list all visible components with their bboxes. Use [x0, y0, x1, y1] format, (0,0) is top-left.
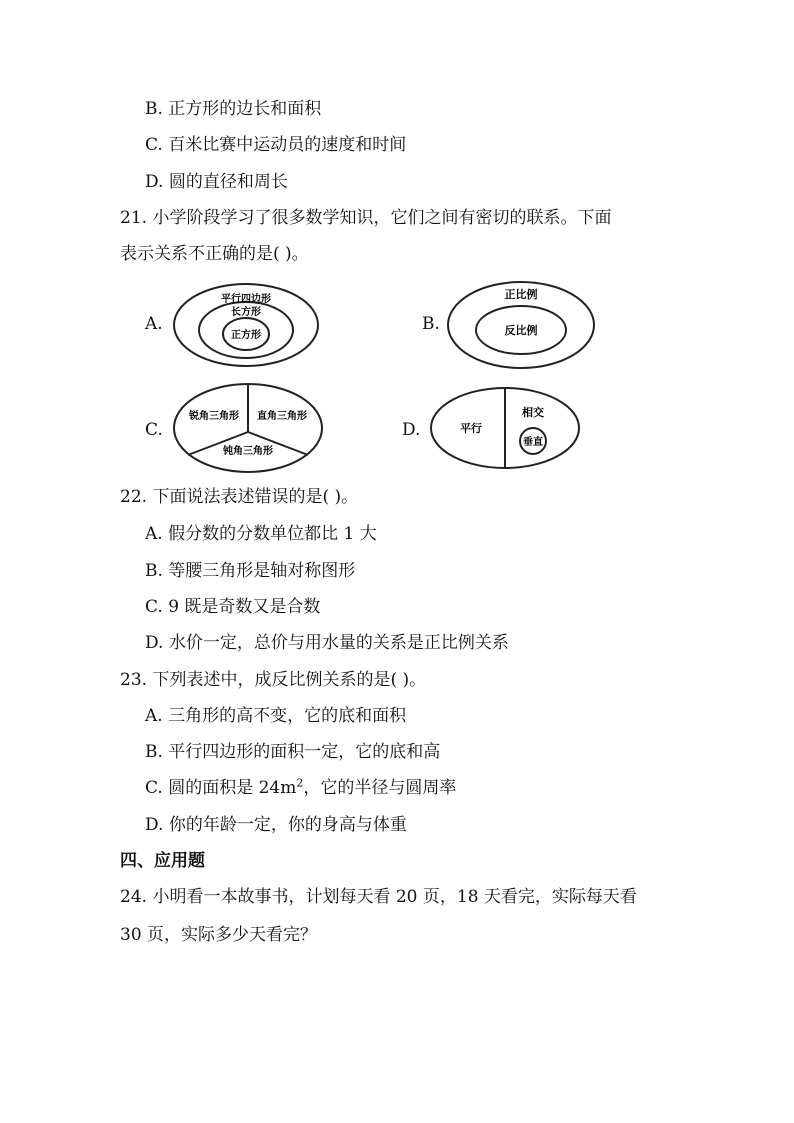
- q23-option-b: B. 平行四边形的面积一定，它的底和高: [145, 742, 441, 762]
- q22-option-b: B. 等腰三角形是轴对称图形: [145, 561, 356, 581]
- q21-c-right-text: 直角三角形: [257, 411, 307, 422]
- q23-option-d: D. 你的年龄一定，你的身高与体重: [145, 815, 407, 835]
- q21-diagram-d: [429, 386, 581, 470]
- q20-option-d: D. 圆的直径和周长: [145, 172, 288, 192]
- q20-option-c: C. 百米比赛中运动员的速度和时间: [145, 135, 407, 155]
- q21-a-label: A.: [145, 314, 163, 334]
- q21-d-label: D.: [402, 420, 421, 440]
- q21-b-label: B.: [422, 314, 440, 334]
- q21-stem-line1: 21. 小学阶段学习了很多数学知识，它们之间有密切的联系。下面: [120, 208, 612, 228]
- q24-line2: 30 页，实际多少天看完？: [120, 925, 318, 945]
- q21-d-left-text: 平行: [460, 422, 482, 435]
- q23-option-c-sup: 2: [296, 776, 304, 790]
- q21-a-middle-text: 长方形: [231, 307, 261, 318]
- q23-option-c-post: ，它的半径与圆周率: [303, 778, 457, 798]
- section-4-title: 四、应用题: [120, 851, 205, 871]
- q21-c-left-text: 锐角三角形: [189, 411, 239, 422]
- q21-d-right-inner-text: 垂直: [523, 437, 543, 448]
- q23-stem: 23. 下列表述中，成反比例关系的是( )。: [120, 670, 427, 690]
- q21-a-inner-text: 正方形: [231, 330, 261, 341]
- q21-stem-line2: 表示关系不正确的是( )。: [120, 244, 309, 264]
- q23-option-c-pre: C. 圆的面积是 24m: [145, 778, 297, 798]
- q22-option-c: C. 9 既是奇数又是合数: [145, 597, 321, 617]
- q23-option-a: A. 三角形的高不变，它的底和面积: [145, 706, 407, 726]
- q22-stem: 22. 下面说法表述错误的是( )。: [120, 487, 359, 507]
- q21-diagram-b: [446, 280, 596, 370]
- q21-c-bottom-text: 钝角三角形: [223, 446, 273, 457]
- q24-line1: 24. 小明看一本故事书，计划每天看 20 页，18 天看完，实际每天看: [120, 887, 637, 907]
- q21-c-label: C.: [145, 420, 163, 440]
- q21-diagram-c: [172, 382, 324, 474]
- q21-a-outer-text: 平行四边形: [221, 294, 271, 305]
- q23-option-c: [145, 777, 456, 799]
- q21-b-inner-text: 反比例: [504, 324, 538, 337]
- q20-option-b: B. 正方形的边长和面积: [145, 99, 322, 119]
- q22-option-a: A. 假分数的分数单位都比 1 大: [145, 524, 377, 544]
- q21-diagram-a: [172, 282, 322, 368]
- q22-option-d: D. 水价一定，总价与用水量的关系是正比例关系: [145, 633, 509, 653]
- q21-b-outer-text: 正比例: [504, 288, 538, 301]
- q21-d-right-top-text: 相交: [522, 406, 544, 419]
